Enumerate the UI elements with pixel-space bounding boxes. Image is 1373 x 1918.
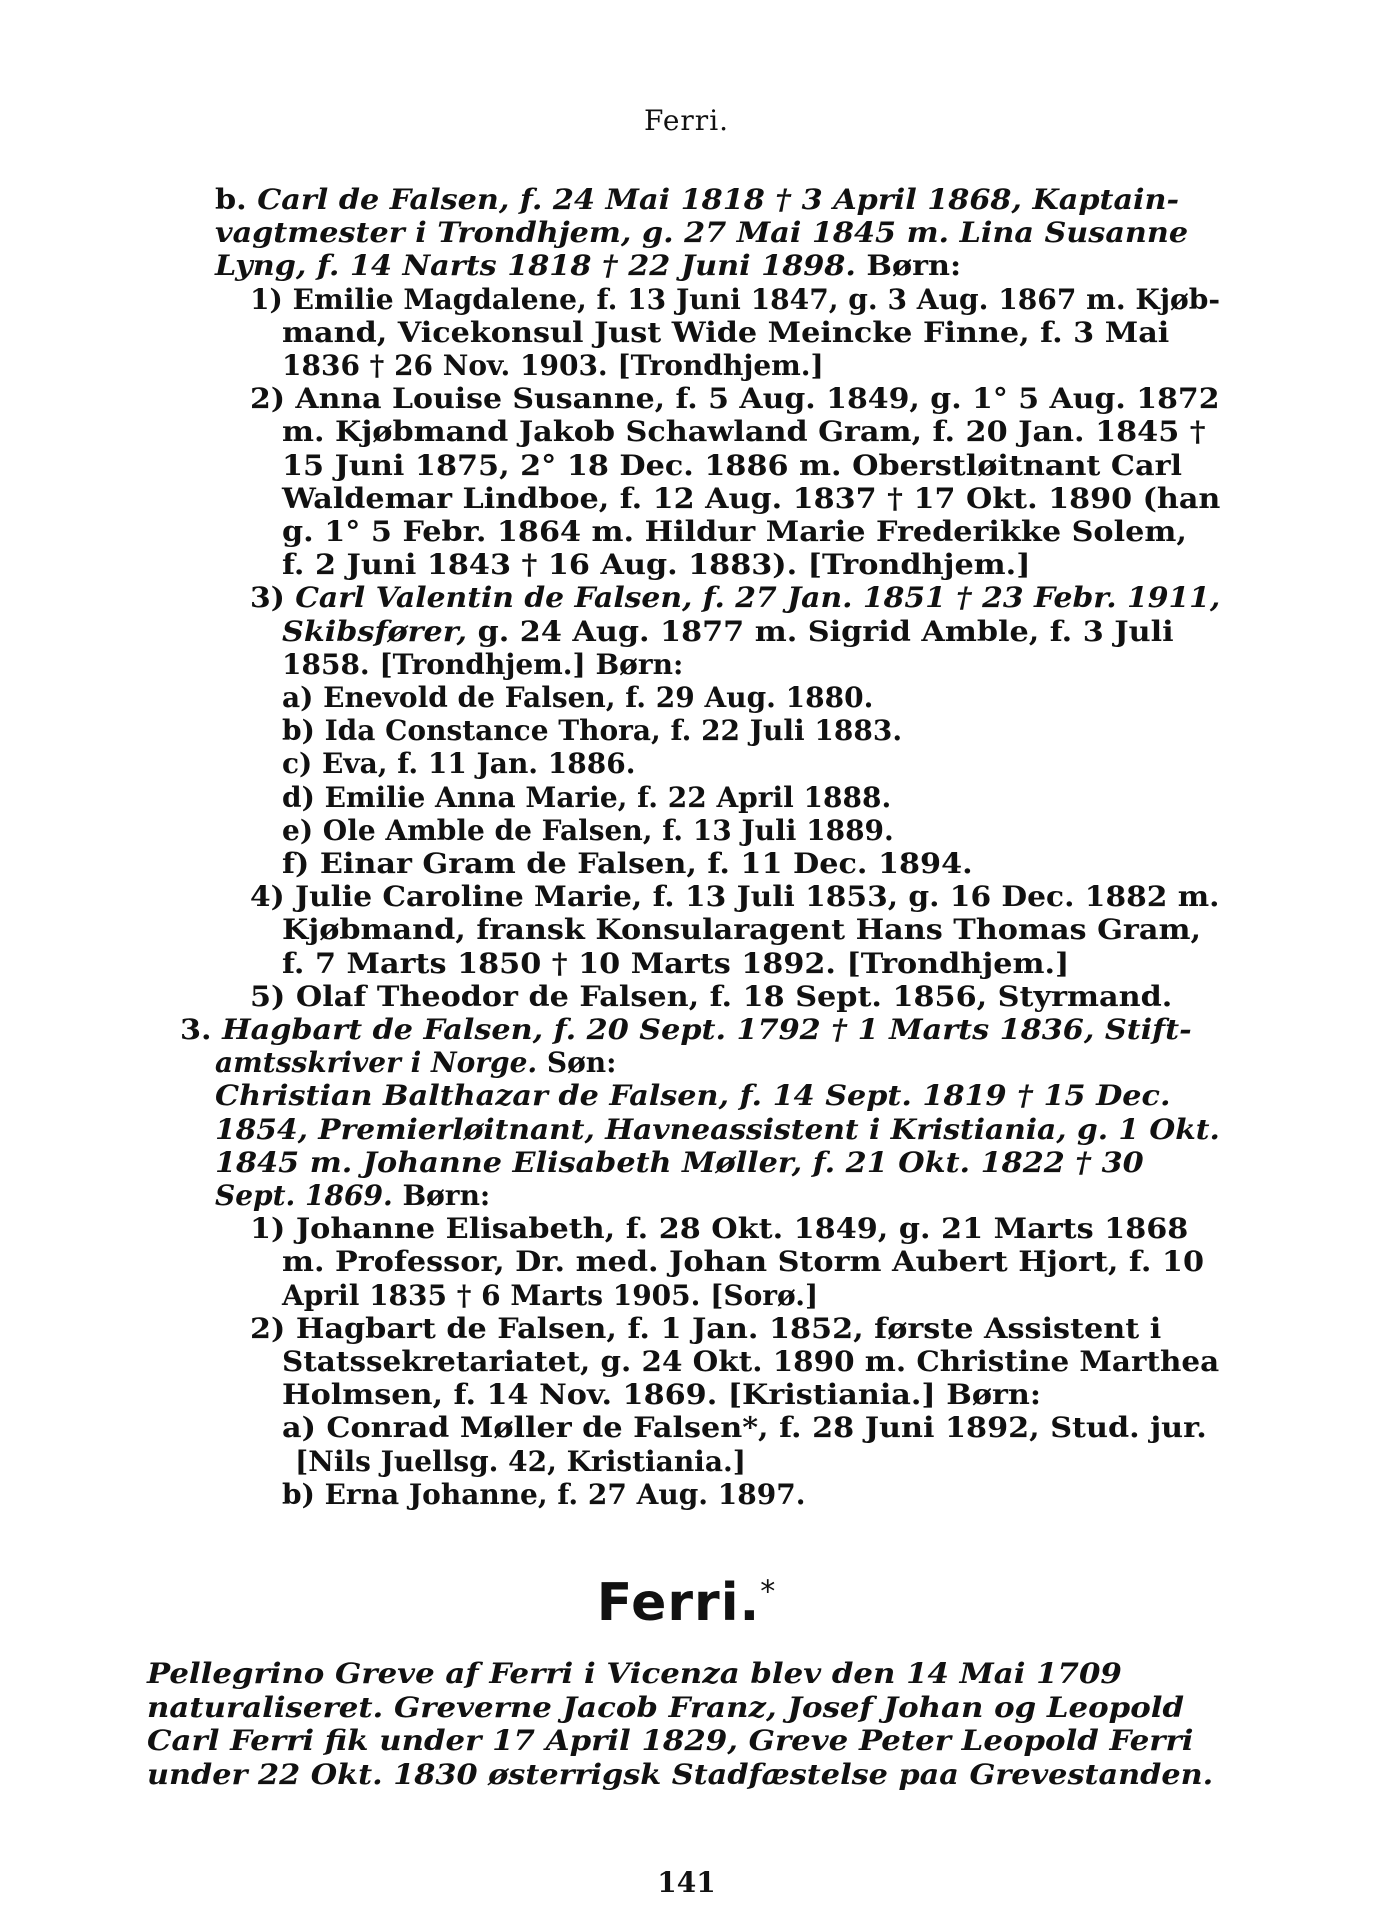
section-text-line: Carl Ferri fik under 17 April 1829, Greve Peter Leopold Ferri (147, 1724, 1194, 1757)
entry-text: f. 7 Marts 1850 † 10 Marts 1892. [Trondhjem.] (282, 947, 1070, 980)
entry-text: 3. (180, 1013, 223, 1046)
entry-line (282, 747, 635, 781)
entry-text: [Nils Juellsg. 42, Kristiania.] (295, 1445, 746, 1478)
entry-line (282, 681, 873, 715)
entry-line (250, 283, 1220, 317)
entry-line (215, 1046, 617, 1080)
entry-text: 3) (250, 581, 296, 614)
entry-text: Lyng, f. 14 Narts 1818 † 22 Juni 1898. (215, 249, 867, 282)
entry-line (282, 814, 894, 848)
section-heading-asterisk: * (760, 1574, 777, 1610)
entry-text: c) Eva, f. 11 Jan. 1886. (282, 747, 636, 780)
page-number: 141 (657, 1866, 716, 1899)
entry-text: g. 1° 5 Febr. 1864 m. Hildur Marie Frederikke Solem, (282, 515, 1187, 548)
entry-text: Carl Valentin de Falsen, f. 27 Jan. 1851 † 23 Febr. 1911, (295, 581, 1221, 614)
entry-line (282, 449, 1182, 483)
section-text-line: naturaliseret. Greverne Jacob Franz, Josef Johan og Leopold (147, 1691, 1184, 1724)
entry-line (250, 980, 1172, 1014)
entry-text: b) Ida Constance Thora, f. 22 Juli 1883. (282, 714, 903, 747)
entry-text: b. (215, 183, 258, 216)
section-text-line: under 22 Okt. 1830 østerrigsk Stadfæstelse paa Grevestanden. (147, 1758, 1214, 1791)
entry-line (282, 1478, 805, 1512)
entry-line (250, 1312, 1161, 1346)
entry-line (282, 1345, 1219, 1379)
entry-text: m. Kjøbmand Jakob Schawland Gram, f. 20 Jan. 1845 † (282, 415, 1206, 448)
entry-line (282, 714, 902, 748)
entry-text: f. 2 Juni 1843 † 16 Aug. 1883). [Trondhjem.] (282, 548, 1031, 581)
entry-line (282, 316, 1169, 350)
running-head: Ferri. (643, 104, 730, 137)
entry-text: Statssekretariatet, g. 24 Okt. 1890 m. Christine Marthea (282, 1345, 1220, 1378)
entry-text: 1) Emilie Magdalene, f. 13 Juni 1847, g. 3 Aug. 1867 m. Kjøb- (250, 283, 1221, 316)
entry-line (282, 947, 1069, 981)
entry-line (215, 1113, 1220, 1147)
entry-text: Søn: (546, 1046, 617, 1079)
entry-line (282, 1279, 818, 1313)
entry-text: 2) Anna Louise Susanne, f. 5 Aug. 1849, g. 1° 5 Aug. 1872 (250, 382, 1220, 415)
entry-line (215, 1146, 1144, 1180)
entry-text: 1836 † 26 Nov. 1903. [Trondhjem.] (282, 349, 824, 382)
entry-line (215, 249, 961, 283)
entry-line (215, 216, 1188, 250)
entry-text: m. Professor, Dr. med. Johan Storm Aubert Hjort, f. 10 (282, 1245, 1204, 1278)
entry-text: vagtmester i Trondhjem, g. 27 Mai 1845 m. Lina Susanne (215, 216, 1189, 249)
entry-text: 4) Julie Caroline Marie, f. 13 Juli 1853, g. 16 Dec. 1882 m. (250, 880, 1220, 913)
entry-line (282, 913, 1201, 947)
entry-line (282, 349, 824, 383)
entry-text: 1845 m. Johanne Elisabeth Møller, f. 21 Okt. 1822 † 30 (215, 1146, 1144, 1179)
entry-line (282, 1411, 1207, 1445)
entry-line (282, 847, 973, 881)
entry-text: e) Ole Amble de Falsen, f. 13 Juli 1889. (282, 814, 894, 847)
entry-text: amtsskriver i Norge. (215, 1046, 547, 1079)
entry-line (250, 382, 1220, 416)
entry-text: mand, Vicekonsul Just Wide Meincke Finne, f. 3 Mai (282, 316, 1170, 349)
entry-text: 1858. [Trondhjem.] Børn: (282, 648, 684, 681)
entry-text: 15 Juni 1875, 2° 18 Dec. 1886 m. Oberstløitnant Carl (282, 449, 1183, 482)
section-heading-text: Ferri. (596, 1573, 761, 1633)
entry-text: 1854, Premierløitnant, Havneassistent i Kristiania, g. 1 Okt. (215, 1113, 1220, 1146)
entry-text: April 1835 † 6 Marts 1905. [Sorø.] (282, 1279, 819, 1312)
section-text-line: Pellegrino Greve af Ferri i Vicenza blev den 14 Mai 1709 (147, 1657, 1122, 1690)
section-heading (0, 1573, 1373, 1633)
entry-text: 1) Johanne Elisabeth, f. 28 Okt. 1849, g. 21 Marts 1868 (250, 1212, 1189, 1245)
entry-text: Hagbart de Falsen, f. 20 Sept. 1792 † 1 Marts 1836, Stift- (222, 1013, 1192, 1046)
entry-line (282, 415, 1206, 449)
entry-line (250, 581, 1220, 615)
entry-line (215, 1079, 1170, 1113)
entry-line (250, 1212, 1188, 1246)
entry-line (282, 615, 1174, 649)
entry-text: Sept. 1869. (215, 1179, 403, 1212)
entry-text: Børn: (402, 1179, 491, 1212)
entry-text: Kjøbmand, fransk Konsularagent Hans Thomas Gram, (282, 913, 1201, 946)
entry-text: Waldemar Lindboe, f. 12 Aug. 1837 † 17 Okt. 1890 (han (282, 482, 1221, 515)
entry-text: 5) Olaf Theodor de Falsen, f. 18 Sept. 1856, Styrmand. (250, 980, 1173, 1013)
entry-text: a) Conrad Møller de Falsen*, f. 28 Juni 1892, Stud. jur. (282, 1411, 1207, 1444)
entry-text: Carl de Falsen, f. 24 Mai 1818 † 3 April 1868, Kaptain- (257, 183, 1180, 216)
entry-line (215, 1179, 490, 1213)
entry-text: Holmsen, f. 14 Nov. 1869. [Kristiania.] Børn: (282, 1378, 1042, 1411)
entry-text: 2) Hagbart de Falsen, f. 1 Jan. 1852, første Assistent i (250, 1312, 1162, 1345)
entry-text: a) Enevold de Falsen, f. 29 Aug. 1880. (282, 681, 874, 714)
entry-text: d) Emilie Anna Marie, f. 22 April 1888. (282, 781, 892, 814)
entry-text: Christian Balthazar de Falsen, f. 14 Sept. 1819 † 15 Dec. (215, 1079, 1171, 1112)
entry-line (250, 880, 1219, 914)
entry-line (282, 1245, 1204, 1279)
entry-line (215, 183, 1179, 217)
entry-line (180, 1013, 1192, 1047)
entry-line (282, 1378, 1041, 1412)
entry-text: Skibsfører, (282, 615, 478, 648)
entry-text: Børn: (866, 249, 962, 282)
entry-line (282, 648, 683, 682)
entry-line (282, 781, 891, 815)
entry-text: b) Erna Johanne, f. 27 Aug. 1897. (282, 1478, 806, 1511)
entry-line (282, 548, 1031, 582)
entry-text: f) Einar Gram de Falsen, f. 11 Dec. 1894. (282, 847, 973, 880)
entry-line (282, 515, 1187, 549)
entry-line (282, 482, 1220, 516)
entry-line (295, 1445, 746, 1479)
entry-text: g. 24 Aug. 1877 m. Sigrid Amble, f. 3 Juli (477, 615, 1174, 648)
